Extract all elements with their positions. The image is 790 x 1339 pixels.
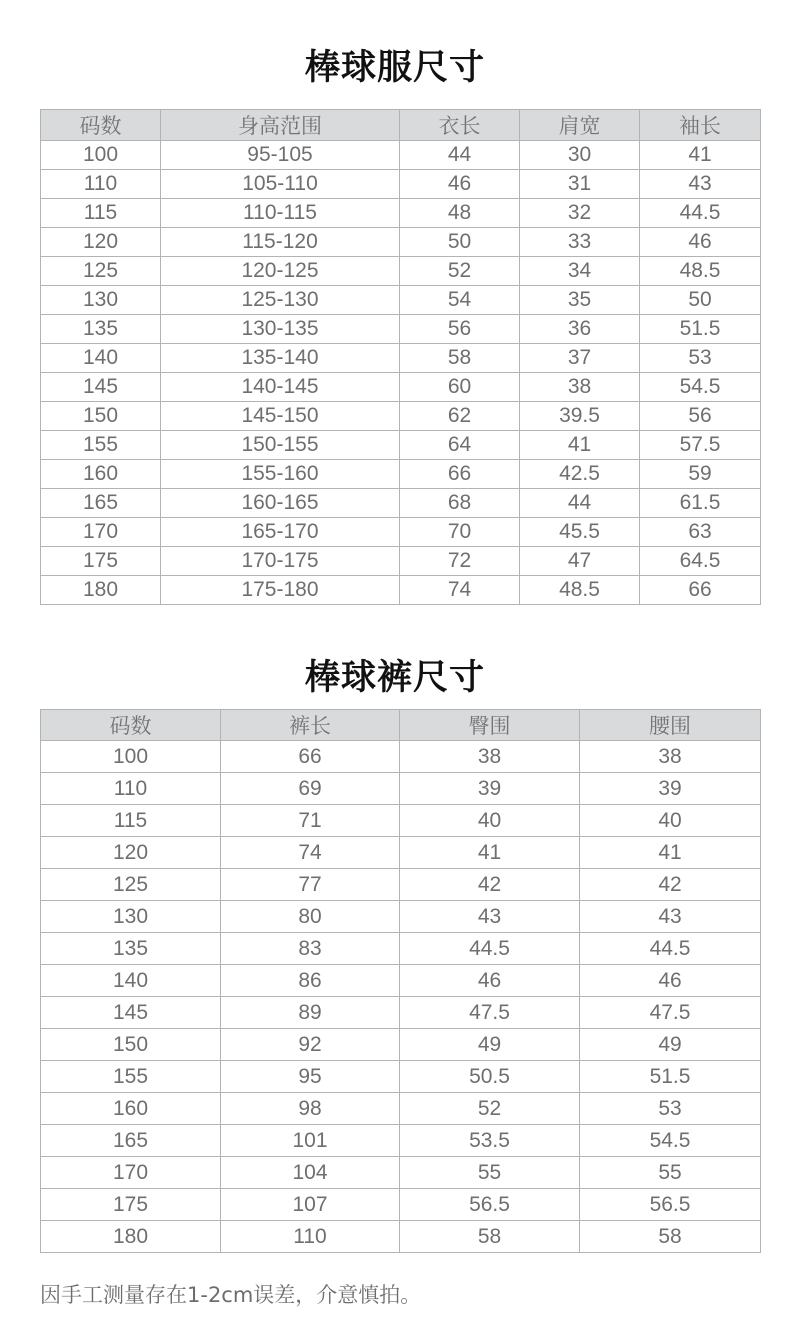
table-cell: 44 <box>400 141 520 170</box>
table-row <box>41 489 761 518</box>
column-header-size: 码数 <box>41 710 221 741</box>
table-cell: 47.5 <box>400 997 580 1029</box>
table-cell: 69 <box>221 773 400 805</box>
table-cell: 49 <box>580 1029 761 1061</box>
table-row <box>41 199 761 228</box>
table-row <box>41 933 761 965</box>
table-cell: 135 <box>41 315 161 344</box>
table-cell: 175 <box>41 1189 221 1221</box>
table-cell: 175 <box>41 547 161 576</box>
table-cell: 50.5 <box>400 1061 580 1093</box>
table-cell: 160 <box>41 460 161 489</box>
column-header-waist: 腰围 <box>580 710 761 741</box>
table-cell: 77 <box>221 869 400 901</box>
table-cell: 46 <box>640 228 761 257</box>
table-cell: 33 <box>520 228 640 257</box>
table-cell: 43 <box>580 901 761 933</box>
table-cell: 150 <box>41 402 161 431</box>
table-cell: 86 <box>221 965 400 997</box>
table-cell: 165-170 <box>161 518 400 547</box>
table-cell: 31 <box>520 170 640 199</box>
table-cell: 107 <box>221 1189 400 1221</box>
table-cell: 52 <box>400 257 520 286</box>
table-cell: 42 <box>400 869 580 901</box>
table-cell: 150-155 <box>161 431 400 460</box>
table-cell: 74 <box>400 576 520 605</box>
table-cell: 46 <box>580 965 761 997</box>
table-cell: 105-110 <box>161 170 400 199</box>
table-cell: 115 <box>41 805 221 837</box>
table-cell: 165 <box>41 1125 221 1157</box>
table-cell: 56.5 <box>580 1189 761 1221</box>
table-cell: 48.5 <box>520 576 640 605</box>
table-row <box>41 431 761 460</box>
table-cell: 39 <box>400 773 580 805</box>
table-cell: 115-120 <box>161 228 400 257</box>
table-cell: 155 <box>41 1061 221 1093</box>
table-row <box>41 773 761 805</box>
table-cell: 180 <box>41 1221 221 1253</box>
table-cell: 58 <box>400 344 520 373</box>
table-row <box>41 965 761 997</box>
table-cell: 71 <box>221 805 400 837</box>
table-cell: 120 <box>41 228 161 257</box>
table-cell: 47.5 <box>580 997 761 1029</box>
table-cell: 48.5 <box>640 257 761 286</box>
table-cell: 64 <box>400 431 520 460</box>
table-cell: 135-140 <box>161 344 400 373</box>
table-cell: 41 <box>580 837 761 869</box>
table-cell: 61.5 <box>640 489 761 518</box>
table-cell: 83 <box>221 933 400 965</box>
table-cell: 89 <box>221 997 400 1029</box>
table-cell: 38 <box>520 373 640 402</box>
table-cell: 74 <box>221 837 400 869</box>
table-cell: 170 <box>41 518 161 547</box>
column-header-shoulder: 肩宽 <box>520 110 640 141</box>
table-row <box>41 1093 761 1125</box>
table-row <box>41 315 761 344</box>
column-header-hip: 臀围 <box>400 710 580 741</box>
table-cell: 54.5 <box>580 1125 761 1157</box>
table-row <box>41 1221 761 1253</box>
table-cell: 130-135 <box>161 315 400 344</box>
table-cell: 104 <box>221 1157 400 1189</box>
table-cell: 38 <box>580 741 761 773</box>
column-header-size: 码数 <box>41 110 161 141</box>
table-cell: 41 <box>400 837 580 869</box>
table-cell: 125 <box>41 869 221 901</box>
table-cell: 46 <box>400 965 580 997</box>
table-row <box>41 547 761 576</box>
table-cell: 57.5 <box>640 431 761 460</box>
table-cell: 58 <box>580 1221 761 1253</box>
shirt-table-body <box>41 141 761 605</box>
table-cell: 72 <box>400 547 520 576</box>
table-cell: 150 <box>41 1029 221 1061</box>
table-cell: 49 <box>400 1029 580 1061</box>
table-cell: 120-125 <box>161 257 400 286</box>
table-row <box>41 228 761 257</box>
table-row <box>41 460 761 489</box>
table-cell: 110 <box>221 1221 400 1253</box>
table-cell: 35 <box>520 286 640 315</box>
table-cell: 180 <box>41 576 161 605</box>
table-cell: 140-145 <box>161 373 400 402</box>
table-row <box>41 837 761 869</box>
table-cell: 130 <box>41 901 221 933</box>
table-header-row <box>41 110 761 141</box>
table-cell: 53.5 <box>400 1125 580 1157</box>
table-cell: 145 <box>41 997 221 1029</box>
table-cell: 135 <box>41 933 221 965</box>
table-header-row <box>41 710 761 741</box>
table-row <box>41 741 761 773</box>
table-row <box>41 373 761 402</box>
table-cell: 56 <box>640 402 761 431</box>
table-cell: 32 <box>520 199 640 228</box>
table-cell: 62 <box>400 402 520 431</box>
table-cell: 155 <box>41 431 161 460</box>
table-cell: 48 <box>400 199 520 228</box>
table-cell: 165 <box>41 489 161 518</box>
table-cell: 43 <box>400 901 580 933</box>
table-cell: 140 <box>41 965 221 997</box>
table-row <box>41 286 761 315</box>
table-cell: 145 <box>41 373 161 402</box>
table-cell: 60 <box>400 373 520 402</box>
table-cell: 170 <box>41 1157 221 1189</box>
table-cell: 155-160 <box>161 460 400 489</box>
table-cell: 66 <box>221 741 400 773</box>
table-cell: 39.5 <box>520 402 640 431</box>
table-cell: 59 <box>640 460 761 489</box>
table-cell: 64.5 <box>640 547 761 576</box>
table-cell: 39 <box>580 773 761 805</box>
table-row <box>41 805 761 837</box>
table-cell: 68 <box>400 489 520 518</box>
table-row <box>41 576 761 605</box>
table-cell: 125-130 <box>161 286 400 315</box>
table-cell: 145-150 <box>161 402 400 431</box>
table-cell: 41 <box>640 141 761 170</box>
table-cell: 80 <box>221 901 400 933</box>
shirt-size-title: 棒球服尺寸 <box>304 48 485 88</box>
table-cell: 160-165 <box>161 489 400 518</box>
table-row <box>41 1189 761 1221</box>
table-cell: 44.5 <box>580 933 761 965</box>
table-cell: 51.5 <box>640 315 761 344</box>
table-cell: 120 <box>41 837 221 869</box>
table-cell: 54.5 <box>640 373 761 402</box>
pants-size-table <box>40 709 761 1253</box>
table-cell: 160 <box>41 1093 221 1125</box>
table-cell: 40 <box>400 805 580 837</box>
table-cell: 42.5 <box>520 460 640 489</box>
table-cell: 53 <box>580 1093 761 1125</box>
table-row <box>41 869 761 901</box>
table-cell: 70 <box>400 518 520 547</box>
table-cell: 115 <box>41 199 161 228</box>
table-row <box>41 1125 761 1157</box>
table-cell: 110-115 <box>161 199 400 228</box>
table-cell: 140 <box>41 344 161 373</box>
table-cell: 43 <box>640 170 761 199</box>
table-cell: 41 <box>520 431 640 460</box>
table-row <box>41 1029 761 1061</box>
table-cell: 125 <box>41 257 161 286</box>
column-header-sleeve: 袖长 <box>640 110 761 141</box>
table-cell: 55 <box>400 1157 580 1189</box>
table-cell: 100 <box>41 141 161 170</box>
table-cell: 95-105 <box>161 141 400 170</box>
column-header-length: 衣长 <box>400 110 520 141</box>
table-cell: 50 <box>640 286 761 315</box>
column-header-pants-length: 裤长 <box>221 710 400 741</box>
table-cell: 63 <box>640 518 761 547</box>
table-cell: 47 <box>520 547 640 576</box>
table-cell: 56.5 <box>400 1189 580 1221</box>
table-cell: 95 <box>221 1061 400 1093</box>
table-cell: 101 <box>221 1125 400 1157</box>
table-cell: 53 <box>640 344 761 373</box>
table-row <box>41 402 761 431</box>
table-cell: 66 <box>400 460 520 489</box>
table-cell: 44.5 <box>400 933 580 965</box>
pants-table-body <box>41 741 761 1253</box>
table-row <box>41 1157 761 1189</box>
table-row <box>41 518 761 547</box>
table-cell: 58 <box>400 1221 580 1253</box>
table-cell: 50 <box>400 228 520 257</box>
table-row <box>41 901 761 933</box>
table-row <box>41 170 761 199</box>
table-cell: 37 <box>520 344 640 373</box>
table-cell: 175-180 <box>161 576 400 605</box>
table-cell: 38 <box>400 741 580 773</box>
table-cell: 54 <box>400 286 520 315</box>
table-row <box>41 1061 761 1093</box>
table-cell: 170-175 <box>161 547 400 576</box>
table-cell: 100 <box>41 741 221 773</box>
pants-size-title: 棒球裤尺寸 <box>304 658 485 698</box>
table-row <box>41 257 761 286</box>
table-cell: 44 <box>520 489 640 518</box>
table-row <box>41 141 761 170</box>
table-cell: 34 <box>520 257 640 286</box>
table-cell: 66 <box>640 576 761 605</box>
table-cell: 45.5 <box>520 518 640 547</box>
table-cell: 110 <box>41 773 221 805</box>
table-cell: 98 <box>221 1093 400 1125</box>
table-cell: 44.5 <box>640 199 761 228</box>
table-cell: 130 <box>41 286 161 315</box>
table-row <box>41 344 761 373</box>
table-cell: 110 <box>41 170 161 199</box>
table-cell: 30 <box>520 141 640 170</box>
table-cell: 51.5 <box>580 1061 761 1093</box>
table-cell: 55 <box>580 1157 761 1189</box>
table-cell: 40 <box>580 805 761 837</box>
column-header-height-range: 身高范围 <box>161 110 400 141</box>
table-cell: 56 <box>400 315 520 344</box>
shirt-size-table <box>40 109 761 605</box>
table-cell: 46 <box>400 170 520 199</box>
table-cell: 92 <box>221 1029 400 1061</box>
measurement-note: 因手工测量存在1-2cm误差，介意慎拍。 <box>40 1283 422 1307</box>
table-cell: 42 <box>580 869 761 901</box>
table-row <box>41 997 761 1029</box>
table-cell: 36 <box>520 315 640 344</box>
table-cell: 52 <box>400 1093 580 1125</box>
